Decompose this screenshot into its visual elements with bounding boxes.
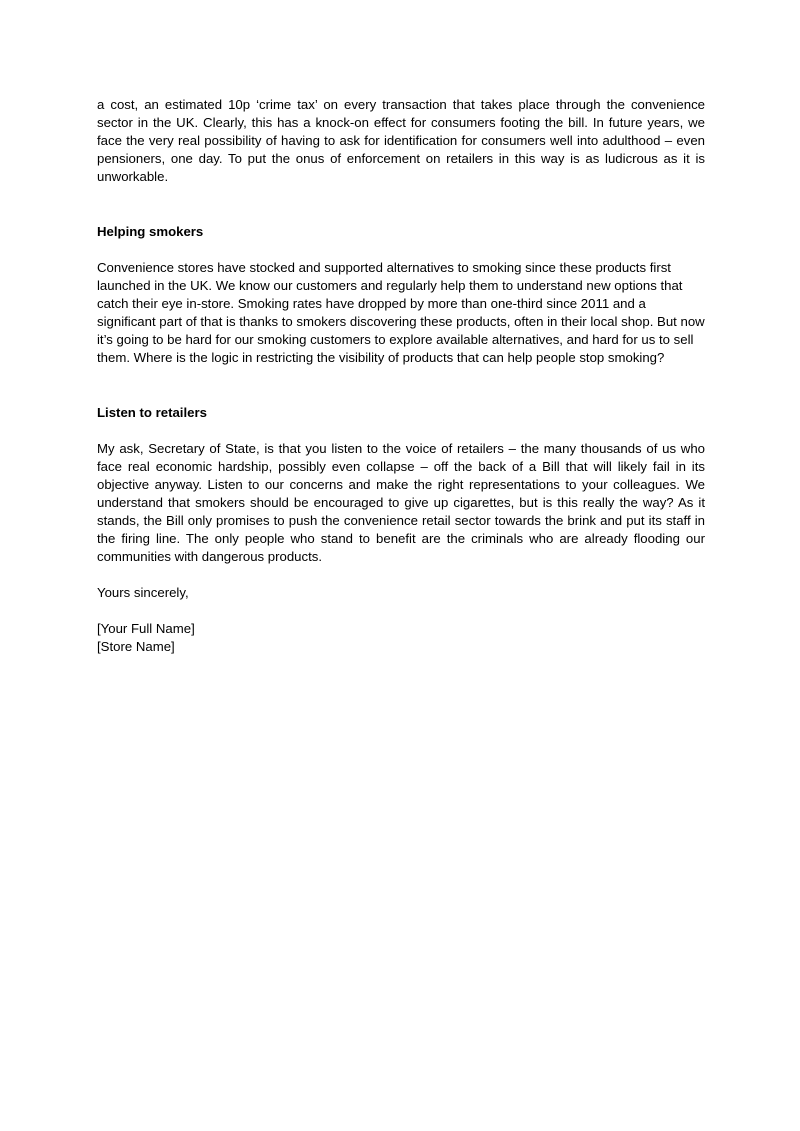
section-body-listen-to-retailers: My ask, Secretary of State, is that you listen to the voice of retailers – the many thousands of us who face real economic hardship, possibly even collapse – off the back of a Bill that will likely fail in its objective anyway. Listen to our concerns and make the right representations to your colleagues. We understand that smokers should be encouraged to give up cigarettes, but is this really the way? As it stands, the Bill only promises to push the convenience retail sector towards the brink and put its staff in the firing line. The only people who stand to benefit are the criminals who are already flooding our communities with dangerous products.	[97, 441, 705, 564]
paragraph-spacer	[97, 241, 705, 259]
paragraph-spacer	[97, 422, 705, 440]
section-body-helping-smokers: Convenience stores have stocked and supported alternatives to smoking since these products first launched in the UK. We know our customers and regularly help them to understand new options that catch their eye in-store. Smoking rates have dropped by more than one-third since 2011 and a significant part of that is thanks to smokers discovering these products, often in their local shop. But now it’s going to be hard for our smoking customers to explore available alternatives, and hard for us to sell them. Where is the logic in restricting the visibility of products that can help people stop smoking?	[97, 260, 705, 365]
closing-spacer	[97, 566, 705, 584]
section-spacer	[97, 367, 705, 404]
section-heading-listen-to-retailers: Listen to retailers	[97, 405, 207, 420]
signature-name: [Your Full Name]	[97, 621, 195, 636]
closing-salutation: Yours sincerely,	[97, 585, 189, 600]
section-heading-helping-smokers: Helping smokers	[97, 224, 204, 239]
intro-paragraph: a cost, an estimated 10p ‘crime tax’ on every transaction that takes place through the convenience sector in the UK. Clearly, this has a knock-on effect for consumers footing the bill. In future years, we face the very real possibility of having to ask for identification for consumers well into adulthood – even pensioners, one day. To put the onus of enforcement on retailers in this way is as ludicrous as it is unworkable.	[97, 97, 705, 184]
section-spacer	[97, 186, 705, 223]
signature-spacer	[97, 602, 705, 620]
signature-store: [Store Name]	[97, 639, 175, 654]
letter-page	[97, 96, 705, 656]
